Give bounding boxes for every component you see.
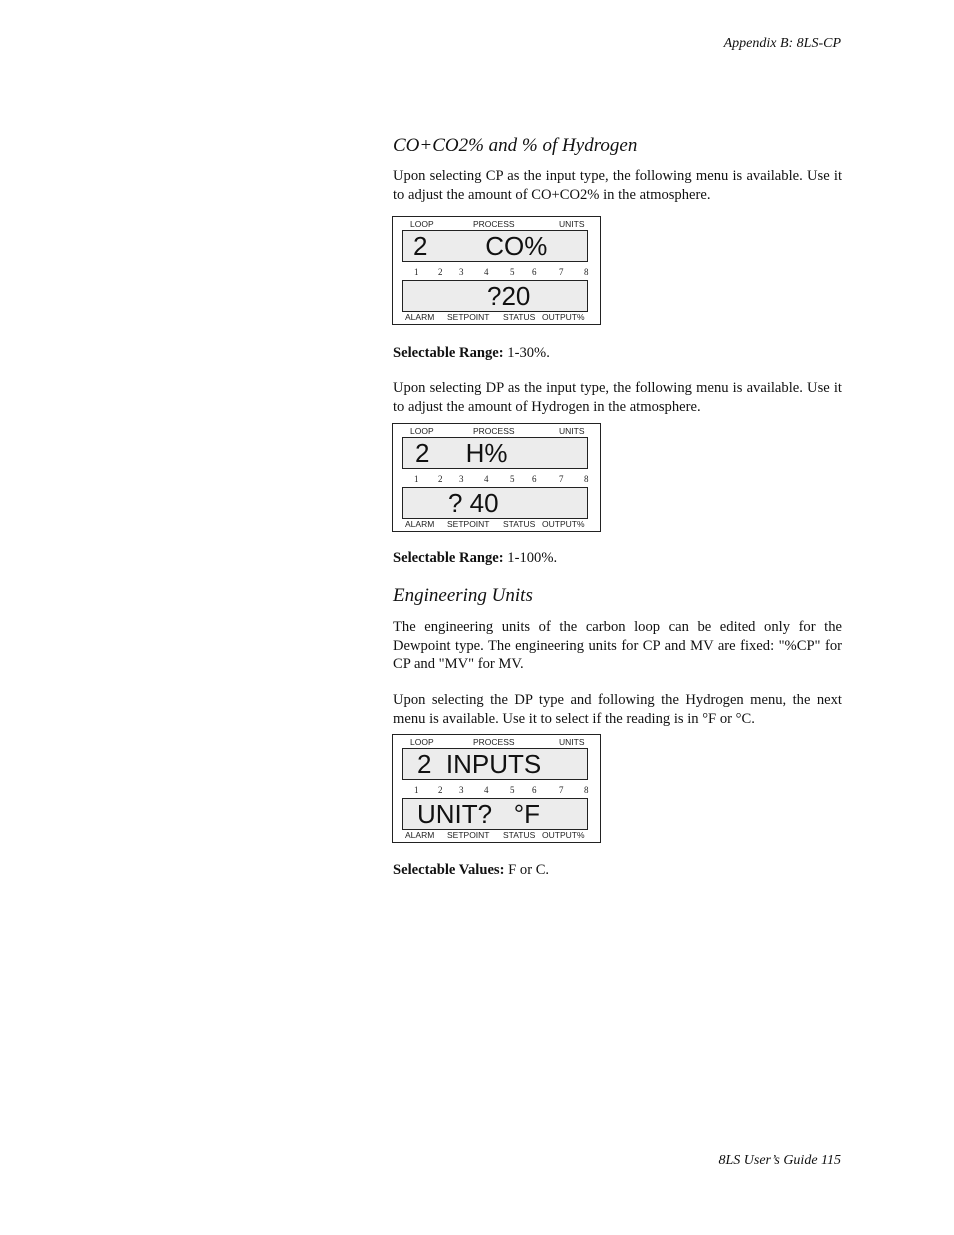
lcd-top-line [402,230,588,262]
channel-number: 1 [414,474,419,484]
values-label: Selectable Values: [393,862,505,878]
channel-number: 6 [532,474,537,484]
lcd-bottom-text: ?20 [487,281,531,311]
channel-numbers [393,785,600,797]
label-setpoint: SETPOINT [447,312,490,322]
section-heading-engineering-units: Engineering Units [393,585,533,606]
paragraph-dp-type: Upon selecting the DP type and following the Hydrogen menu, the next menu is available. Use it to select if the reading is in °F or °C. [393,692,842,727]
channel-number: 2 [438,474,443,484]
channel-number: 5 [510,267,515,277]
label-output: OUTPUT% [542,312,585,322]
lcd-bottom-line [402,487,588,519]
label-process: PROCESS [473,737,515,747]
page-footer: 8LS User’s Guide 115 [718,1153,841,1168]
range-value: 1-100%. [503,550,558,566]
channel-number: 8 [584,267,589,277]
paragraph-dp-intro: Upon selecting DP as the input type, the following menu is available. Use it to adjust the amount of Hydrogen in the atmosphere. [393,380,842,415]
lcd-top-text: 2 CO% [413,231,548,261]
channel-number: 2 [438,267,443,277]
label-loop: LOOP [410,219,434,229]
channel-number: 3 [459,267,464,277]
lcd-bottom-text: UNIT? °F [417,799,541,829]
channel-number: 8 [584,474,589,484]
label-loop: LOOP [410,426,434,436]
channel-number: 4 [484,474,489,484]
channel-number: 8 [584,785,589,795]
page-header: Appendix B: 8LS-CP [723,36,841,51]
label-loop: LOOP [410,737,434,747]
channel-numbers [393,267,600,279]
values-value: F or C. [504,862,550,878]
lcd-top-line [402,437,588,469]
channel-number: 6 [532,267,537,277]
channel-number: 4 [484,785,489,795]
paragraph-engineering-units: The engineering units of the carbon loop can be edited only for the Dewpoint type. The engineering units for CP and MV are fixed: "%CP" for CP and "MV" for MV. [393,619,842,672]
channel-number: 7 [559,785,564,795]
lcd-top-text: 2 H% [415,438,508,468]
label-output: OUTPUT% [542,519,585,529]
label-setpoint: SETPOINT [447,830,490,840]
channel-number: 3 [459,474,464,484]
lcd-panel-units [392,734,601,843]
label-status: STATUS [503,312,536,322]
label-setpoint: SETPOINT [447,519,490,529]
selectable-range-co [393,345,550,362]
label-output: OUTPUT% [542,830,585,840]
label-process: PROCESS [473,426,515,436]
label-alarm: ALARM [405,830,435,840]
lcd-top-text: 2 INPUTS [417,749,542,779]
label-alarm: ALARM [405,519,435,529]
range-value: 1-30%. [503,345,550,361]
label-status: STATUS [503,830,536,840]
channel-number: 1 [414,267,419,277]
lcd-panel-co-percent [392,216,601,325]
channel-number: 7 [559,474,564,484]
label-units: UNITS [559,219,585,229]
channel-number: 1 [414,785,419,795]
lcd-bottom-line [402,280,588,312]
label-status: STATUS [503,519,536,529]
channel-numbers [393,474,600,486]
channel-number: 5 [510,785,515,795]
lcd-bottom-line [402,798,588,830]
paragraph-cp-intro: Upon selecting CP as the input type, the following menu is available. Use it to adjust the amount of CO+CO2% in the atmosphere. [393,168,842,203]
selectable-values-units [393,862,549,879]
selectable-range-h [393,550,557,567]
channel-number: 2 [438,785,443,795]
channel-number: 6 [532,785,537,795]
label-alarm: ALARM [405,312,435,322]
label-process: PROCESS [473,219,515,229]
label-units: UNITS [559,426,585,436]
channel-number: 4 [484,267,489,277]
label-units: UNITS [559,737,585,747]
channel-number: 5 [510,474,515,484]
range-label: Selectable Range: [393,345,504,361]
channel-number: 7 [559,267,564,277]
lcd-top-line [402,748,588,780]
range-label: Selectable Range: [393,550,504,566]
section-heading-co-co2: CO+CO2% and % of Hydrogen [393,135,638,156]
channel-number: 3 [459,785,464,795]
lcd-bottom-text: ? 40 [448,488,499,518]
lcd-panel-h-percent [392,423,601,532]
